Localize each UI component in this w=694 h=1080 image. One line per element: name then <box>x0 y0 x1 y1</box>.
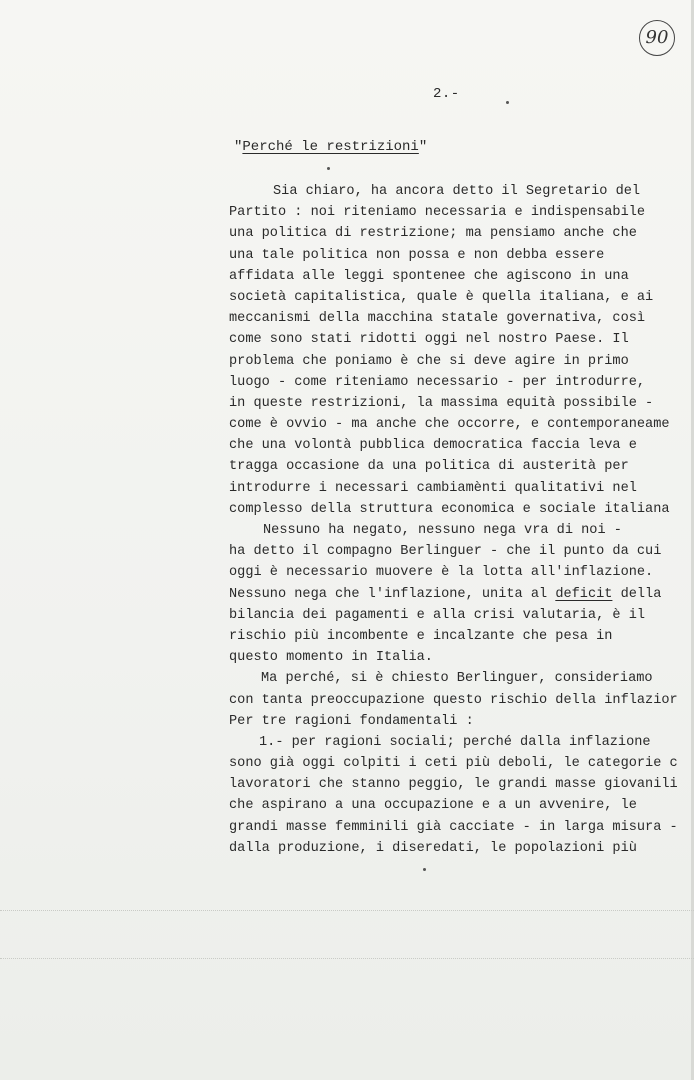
heading-open-quote: " <box>234 139 243 155</box>
text-segment: della <box>612 586 662 602</box>
ink-speck <box>423 868 426 871</box>
text-line: affidata alle leggi spontenee che agiscono in una <box>229 268 629 284</box>
heading-close-quote: " <box>418 139 428 155</box>
bleed-through-line <box>0 910 694 912</box>
text-line: oggi è necessario muovere è la lotta all'inflazione. <box>229 565 654 581</box>
text-line: che una volontà pubblica democratica faccia leva e <box>229 438 637 454</box>
text-line: una politica di restrizione; ma pensiamo anche che <box>229 226 637 242</box>
text-line: società capitalistica, quale è quella italiana, e ai <box>229 289 654 305</box>
text-line: bilancia dei pagamenti e alla crisi valutaria, è il <box>229 607 646 623</box>
text-line: tragga occasione da una politica di austerità per <box>229 459 629 475</box>
text-line: come è ovvio - ma anche che occorre, e contemporaneame <box>229 417 670 433</box>
text-line: che aspirano a una occupazione e a un avvenire, le <box>229 798 637 814</box>
heading-title: Perché le restrizioni <box>242 139 419 155</box>
text-line: sono già oggi colpiti i ceti più deboli, le categorie c <box>229 756 678 772</box>
section-heading <box>234 139 427 155</box>
text-line: Partito : noi riteniamo necessaria e indispensabile <box>229 205 646 221</box>
text-line: Nessuno ha negato, nessuno nega vra di noi - <box>263 523 622 538</box>
text-line: 1.- per ragioni sociali; perché dalla inflazione <box>259 734 651 750</box>
text-line: meccanismi della macchina statale governativa, così <box>229 311 646 327</box>
text-line: come sono stati ridotti oggi nel nostro Paese. Il <box>229 332 629 348</box>
text-segment: Nessuno nega che l'inflazione, unita al <box>229 586 556 602</box>
text-line: in queste restrizioni, la massima equità possibile - <box>229 395 654 411</box>
text-line: ha detto il compagno Berlinguer - che il punto da cui <box>229 544 662 560</box>
text-line: problema che poniamo è che si deve agire in primo <box>229 353 629 369</box>
text-line: con tanta preoccupazione questo rischio della inflazior <box>229 692 678 708</box>
text-line: Per tre ragioni fondamentali : <box>229 713 474 729</box>
page-number: 2.- <box>433 86 460 102</box>
text-line: luogo - come riteniamo necessario - per introdurre, <box>229 374 646 390</box>
text-line <box>229 584 694 605</box>
bleed-through-line <box>0 958 694 960</box>
ink-speck <box>506 101 509 104</box>
body-text <box>229 181 694 859</box>
text-line: una tale politica non possa e non debba essere <box>229 247 605 263</box>
text-line: grandi masse femminili già cacciate - in larga misura - <box>229 819 678 835</box>
text-line: introdurre i necessari cambiamènti qualitativi nel <box>229 480 637 496</box>
page-stamp: 90 <box>639 20 675 56</box>
text-line: Sia chiaro, ha ancora detto il Segretario del <box>273 184 641 199</box>
text-line: rischio più incombente e incalzante che pesa in <box>229 628 613 644</box>
text-line: lavoratori che stanno peggio, le grandi masse giovanili <box>229 777 678 793</box>
underlined-word: deficit <box>555 586 613 602</box>
text-line: complesso della struttura economica e sociale italiana <box>229 501 670 517</box>
text-line: dalla produzione, i diseredati, le popolazioni più <box>229 840 637 856</box>
text-line: questo momento in Italia. <box>229 650 433 666</box>
ink-speck <box>327 167 330 170</box>
text-line: Ma perché, si è chiesto Berlinguer, consideriamo <box>261 671 653 687</box>
